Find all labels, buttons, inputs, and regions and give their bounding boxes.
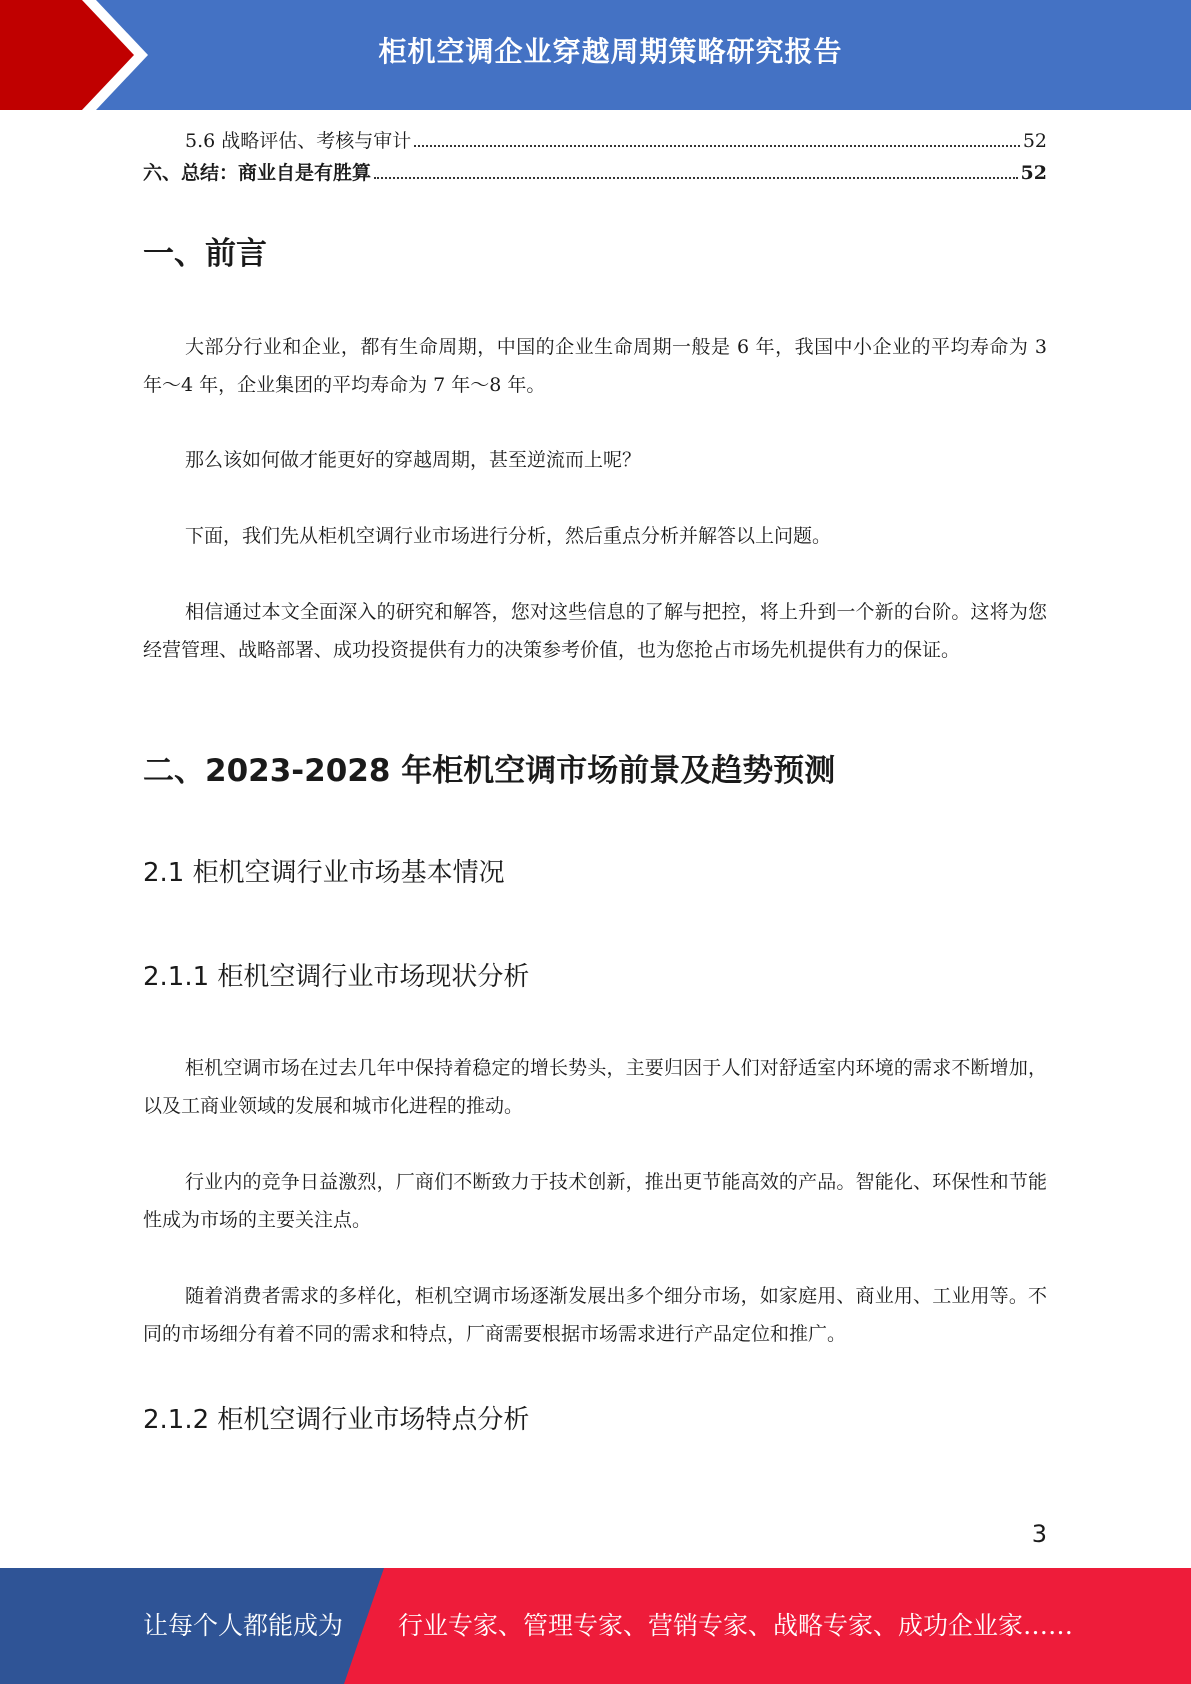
body-paragraph: 行业内的竞争日益激烈，厂商们不断致力于技术创新，推出更节能高效的产品。智能化、环保性和节能性成为市场的主要关注点。: [143, 1171, 1047, 1231]
body-paragraph: 那么该如何做才能更好的穿越周期，甚至逆流而上呢？: [185, 449, 642, 471]
body-paragraph: 下面，我们先从柜机空调行业市场进行分析，然后重点分析并解答以上问题。: [185, 525, 832, 547]
toc-entry[interactable]: [143, 160, 1047, 186]
subsection-heading: 2.1 柜机空调行业市场基本情况: [143, 858, 505, 888]
page-footer-banner: [0, 1568, 1191, 1684]
header-title: 柜机空调企业穿越周期策略研究报告: [378, 35, 843, 68]
toc-entry-page: 52: [1022, 130, 1047, 152]
toc-entry-label: 5.6 战略评估、考核与审计: [185, 130, 412, 152]
toc-entry[interactable]: [143, 128, 1047, 154]
toc-leader-dots: [374, 177, 1018, 179]
footer-slogan: 让每个人都能成为: [143, 1611, 344, 1640]
body-paragraph: 大部分行业和企业，都有生命周期，中国的企业生命周期一般是 6 年，我国中小企业的平均寿命为 3 年～4 年，企业集团的平均寿命为 7 年～8 年。: [143, 336, 1047, 396]
body-paragraph: 柜机空调市场在过去几年中保持着稳定的增长势头，主要归因于人们对舒适室内环境的需求不断增加，以及工商业领域的发展和城市化进程的推动。: [143, 1057, 1047, 1117]
toc-entry-page: 52: [1020, 162, 1047, 184]
toc-leader-dots: [414, 145, 1020, 147]
toc-entry-label: 六、总结：商业自是有胜算: [143, 162, 372, 184]
page-number: 3: [1031, 1520, 1047, 1548]
section-heading: 一、前言: [143, 236, 267, 272]
section-heading: 二、2023-2028 年柜机空调市场前景及趋势预测: [143, 753, 836, 789]
footer-roles: 行业专家、管理专家、营销专家、战略专家、成功企业家……: [398, 1611, 1074, 1640]
page-header-banner: [0, 0, 1191, 110]
body-paragraph: 随着消费者需求的多样化，柜机空调市场逐渐发展出多个细分市场，如家庭用、商业用、工业用等。不同的市场细分有着不同的需求和特点，厂商需要根据市场需求进行产品定位和推广。: [143, 1285, 1047, 1345]
body-paragraph: 相信通过本文全面深入的研究和解答，您对这些信息的了解与把控，将上升到一个新的台阶。这将为您经营管理、战略部署、成功投资提供有力的决策参考价值，也为您抢占市场先机提供有力的保证。: [143, 601, 1047, 661]
subsubsection-heading: 2.1.1 柜机空调行业市场现状分析: [143, 962, 530, 992]
subsubsection-heading: 2.1.2 柜机空调行业市场特点分析: [143, 1405, 530, 1435]
